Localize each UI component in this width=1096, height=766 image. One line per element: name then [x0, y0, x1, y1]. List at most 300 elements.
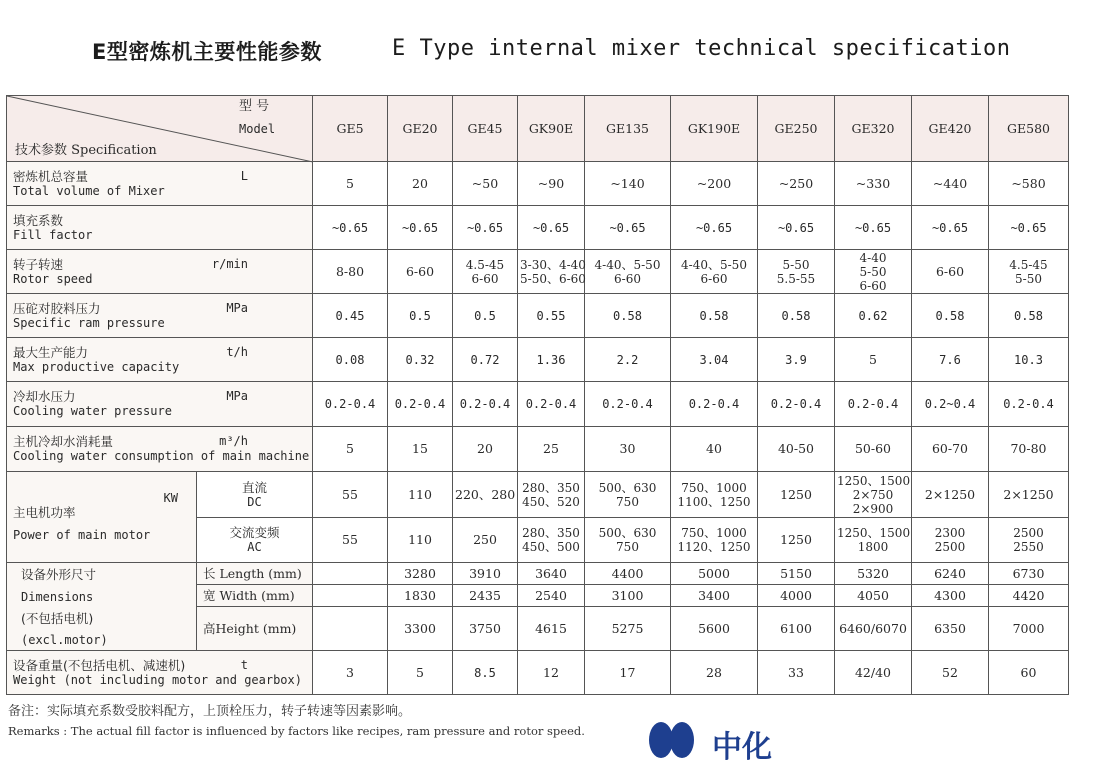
weight-unit: t	[240, 657, 248, 672]
max-capacity-label-cn: 最大生产能力	[13, 344, 89, 360]
fill-factor-value-line: ~0.65	[777, 220, 815, 235]
dim-length-value-line: 5320	[857, 565, 889, 581]
ram-pressure-value	[989, 294, 1069, 338]
ram-pressure-value	[758, 294, 835, 338]
dim-width-value	[313, 585, 388, 607]
total-volume-value-line: ~200	[696, 175, 732, 191]
model-header-cell: GE135	[585, 96, 671, 162]
rotor-speed-value-line: 6-60	[405, 263, 435, 279]
max-capacity-value-line: 0.72	[470, 352, 500, 367]
dim-height-value-line: 6100	[780, 620, 812, 636]
weight-value-line: 17	[619, 664, 636, 680]
rotor-speed-label-en: Rotor speed	[13, 271, 93, 286]
weight-value	[758, 651, 835, 695]
motor-ac-value-line: 1120、1250	[677, 540, 751, 554]
total-volume-row	[7, 162, 1069, 206]
motor-ac-value-line: 280、350	[522, 526, 580, 540]
cooling-water-consumption-label-cn: 主机冷却水消耗量	[13, 434, 114, 449]
weight-value	[835, 651, 912, 695]
motor-dc-value	[912, 472, 989, 518]
model-header-cell: GE320	[835, 96, 912, 162]
dim-width-value-line: 2435	[469, 587, 501, 603]
max-capacity-value	[912, 338, 989, 382]
max-capacity-row	[7, 338, 1069, 382]
total-volume-value	[758, 162, 835, 206]
total-volume-value	[671, 162, 758, 206]
dim-height-value	[313, 607, 388, 651]
cooling-water-pressure-label-en: Cooling water pressure	[13, 404, 172, 418]
model-cn-label: 型 号	[239, 99, 270, 114]
dim-length-value	[453, 563, 518, 585]
total-volume-value	[388, 162, 453, 206]
rotor-speed-value-line: 6-60	[614, 271, 641, 286]
dim-height-value-line: 6460/6070	[839, 620, 907, 636]
fill-factor-value	[671, 206, 758, 250]
dimensions-note-en: (excl.motor)	[21, 632, 108, 647]
fill-factor-row	[7, 206, 1069, 250]
dim-width-value	[989, 585, 1069, 607]
weight-value	[453, 651, 518, 695]
cooling-water-consumption-value-line: 25	[543, 441, 559, 456]
dim-height-value	[518, 607, 585, 651]
cooling-water-pressure-label-top	[13, 389, 308, 404]
motor-dc-value	[453, 472, 518, 518]
weight-value	[518, 651, 585, 695]
motor-dc-value-line: 2×750	[852, 487, 894, 502]
fill-factor-label-en: Fill factor	[13, 227, 93, 242]
spec-label: 技术参数 Specification	[15, 143, 157, 158]
cooling-water-consumption-label-cell	[7, 427, 313, 472]
dim-width-value-line: 4000	[780, 587, 812, 603]
motor-dc-value-line: 750、1000	[681, 480, 747, 495]
dim-width-value	[388, 585, 453, 607]
dim-length-value-line: 6730	[1012, 565, 1045, 581]
ram-pressure-value-line: 0.58	[699, 308, 729, 323]
dim-height-value	[989, 607, 1069, 651]
weight-value-line: 52	[942, 664, 958, 680]
motor-label-cell	[7, 472, 197, 563]
dim-width-value	[758, 585, 835, 607]
rotor-speed-value-line: 4-40	[859, 250, 887, 265]
model-header-cell: GK90E	[518, 96, 585, 162]
max-capacity-value-line: 0.32	[405, 352, 435, 367]
cooling-water-pressure-unit: MPa	[226, 389, 248, 403]
rotor-speed-value	[453, 250, 518, 294]
dim-width-value	[585, 585, 671, 607]
max-capacity-value-line: 3.9	[785, 352, 807, 367]
motor-dc-value	[518, 472, 585, 518]
motor-ac-label-cell	[197, 518, 313, 563]
motor-dc-value	[989, 472, 1069, 518]
cooling-water-pressure-value-line: 0.2~0.4	[924, 397, 976, 411]
dim-width-value	[671, 585, 758, 607]
cooling-water-pressure-label-cell	[7, 382, 313, 427]
motor-ac-value	[518, 518, 585, 563]
cooling-water-consumption-unit: m³/h	[219, 434, 248, 448]
cooling-water-consumption-value	[388, 427, 453, 472]
dim-height-value	[453, 607, 518, 651]
ram-pressure-value	[388, 294, 453, 338]
rotor-speed-value-line: 6-60	[859, 278, 887, 293]
motor-ac-value	[313, 518, 388, 563]
ram-pressure-unit: MPa	[226, 300, 248, 315]
ram-pressure-label-top	[13, 301, 308, 316]
cooling-water-consumption-value-line: 40	[706, 441, 722, 456]
cooling-water-pressure-value	[912, 382, 989, 427]
ram-pressure-value-line: 0.62	[858, 308, 888, 323]
ram-pressure-value	[585, 294, 671, 338]
header-corner-cell	[7, 96, 313, 162]
model-header-cell: GE5	[313, 96, 388, 162]
cooling-water-consumption-value	[453, 427, 518, 472]
total-volume-value-line: 5	[346, 175, 354, 191]
total-volume-value	[989, 162, 1069, 206]
dim-width-value-line: 4300	[934, 587, 966, 603]
ram-pressure-value	[835, 294, 912, 338]
max-capacity-value	[835, 338, 912, 382]
max-capacity-value-line: 0.08	[335, 352, 365, 367]
motor-ac-value-line: 750、1000	[681, 526, 747, 540]
rotor-speed-value-line: 5-50	[1015, 271, 1042, 286]
ram-pressure-value-line: 0.58	[1014, 308, 1043, 323]
max-capacity-value-line: 1.36	[536, 352, 566, 367]
dim-height-value-line: 6350	[934, 620, 966, 636]
motor-dc-value-line: 2×1250	[924, 486, 976, 502]
logo-text: 中化	[712, 730, 772, 765]
dim-height-value	[758, 607, 835, 651]
motor-dc-value-line: 1250、1500	[837, 473, 911, 488]
rotor-speed-value-line: 5-50	[782, 257, 810, 272]
dim-height-value	[671, 607, 758, 651]
weight-value	[585, 651, 671, 695]
dim-length-value	[671, 563, 758, 585]
dim-height-value	[912, 607, 989, 651]
cooling-water-consumption-value	[585, 427, 671, 472]
motor-ac-value	[912, 518, 989, 563]
motor-ac-value-line: 500、630	[598, 526, 657, 540]
weight-label-cell	[7, 651, 313, 695]
rotor-speed-value-line: 6-60	[935, 263, 965, 279]
dim-height-value-line: 5600	[698, 620, 730, 636]
dim-height-value-line: 4615	[535, 620, 567, 636]
fill-factor-value	[388, 206, 453, 250]
weight-value-line: 8.5	[474, 665, 496, 680]
cooling-water-pressure-value-line: 0.2-0.4	[459, 397, 511, 411]
dim-length-value-line: 3640	[535, 565, 567, 581]
dim-length-value	[388, 563, 453, 585]
rotor-speed-value	[585, 250, 671, 294]
rotor-speed-value	[388, 250, 453, 294]
ram-pressure-value-line: 0.45	[335, 308, 365, 323]
rotor-speed-value-line: 5.5-55	[776, 271, 816, 286]
fill-factor-value	[453, 206, 518, 250]
weight-value	[313, 651, 388, 695]
rotor-speed-unit: r/min	[211, 256, 248, 271]
dim-length-value-line: 5000	[698, 565, 730, 581]
motor-ac-value-line: 1250	[780, 532, 812, 547]
total-volume-value-line: ~330	[855, 175, 891, 191]
motor-dc-value	[313, 472, 388, 518]
dim-length-value-line: 3280	[404, 565, 436, 581]
cooling-water-consumption-value-line: 15	[412, 441, 428, 456]
weight-label-cn: 设备重量(不包括电机、减速机)	[13, 657, 186, 673]
motor-dc-value	[388, 472, 453, 518]
total-volume-value	[912, 162, 989, 206]
weight-value-line: 5	[416, 664, 424, 680]
max-capacity-value	[518, 338, 585, 382]
rotor-speed-value	[835, 250, 912, 294]
weight-value-line: 12	[543, 664, 559, 680]
rotor-speed-value-line: 8-80	[335, 263, 365, 279]
max-capacity-value	[585, 338, 671, 382]
cooling-water-pressure-value	[671, 382, 758, 427]
motor-dc-value-line: 450、520	[522, 494, 580, 509]
weight-value	[671, 651, 758, 695]
motor-ac-value-line: 2550	[1013, 540, 1044, 554]
motor-unit: KW	[163, 491, 178, 505]
dimensions-label-cell	[7, 563, 197, 651]
dc-label-cn: 直流	[241, 479, 267, 495]
cooling-water-consumption-value	[518, 427, 585, 472]
ram-pressure-value-line: 0.58	[935, 308, 965, 323]
dim-length-value	[912, 563, 989, 585]
motor-ac-value-line: 450、500	[522, 540, 580, 554]
total-volume-value	[313, 162, 388, 206]
dim-length-value	[313, 563, 388, 585]
rotor-speed-value	[912, 250, 989, 294]
ram-pressure-value-line: 0.58	[781, 308, 811, 323]
title-cn: E型密炼机主要性能参数	[92, 40, 322, 64]
dim-length-value-line: 3910	[469, 565, 501, 581]
cooling-water-consumption-label-en: Cooling water consumption of main machine	[13, 449, 310, 463]
total-volume-value-line: 20	[412, 175, 428, 191]
cooling-water-consumption-value	[671, 427, 758, 472]
fill-factor-label-top	[13, 213, 308, 228]
motor-dc-value-line: 750	[616, 494, 639, 509]
motor-dc-value-line: 500、630	[598, 480, 657, 495]
rotor-speed-value-line: 6-60	[471, 271, 499, 286]
fill-factor-value	[835, 206, 912, 250]
dim-width-value-line: 2540	[535, 587, 567, 603]
cooling-water-pressure-value	[989, 382, 1069, 427]
weight-label-top	[13, 658, 308, 673]
total-volume-value	[585, 162, 671, 206]
dimensions-label-cn: 设备外形尺寸	[21, 566, 97, 582]
cooling-water-consumption-value-line: 20	[477, 441, 493, 456]
model-header-cell: GE250	[758, 96, 835, 162]
dim-length-value	[835, 563, 912, 585]
fill-factor-label-cell	[7, 206, 313, 250]
max-capacity-label-top	[13, 345, 308, 360]
motor-dc-value	[758, 472, 835, 518]
rotor-speed-value-line: 3-30、4-40	[520, 257, 586, 272]
spec-table	[6, 95, 1069, 695]
length-label: 长 Length (mm)	[197, 563, 313, 585]
dim-width-value-line: 4050	[857, 587, 889, 603]
weight-value-line: 28	[706, 664, 722, 680]
cooling-water-consumption-value	[912, 427, 989, 472]
rotor-speed-value-line: 5-50	[859, 264, 887, 279]
motor-ac-value	[758, 518, 835, 563]
dim-length-value	[518, 563, 585, 585]
remark-en: Remarks : The actual fill factor is influenced by factors like recipes, ram pressure and rotor speed.	[8, 724, 585, 738]
cooling-water-pressure-value	[313, 382, 388, 427]
weight-value-line: 42/40	[854, 664, 892, 680]
fill-factor-value-line: ~0.65	[1010, 220, 1047, 235]
total-volume-value	[453, 162, 518, 206]
max-capacity-value	[388, 338, 453, 382]
cooling-water-pressure-row	[7, 382, 1069, 427]
dim-length-value	[758, 563, 835, 585]
dim-length-value	[989, 563, 1069, 585]
dim-height-value-line: 5275	[611, 620, 644, 636]
motor-label-cn: 主电机功率	[13, 505, 76, 520]
weight-row	[7, 651, 1069, 695]
ram-pressure-value-line: 0.58	[613, 308, 642, 323]
model-header-cell: GK190E	[671, 96, 758, 162]
remark-cn: 备注：实际填充系数受胶料配方，上顶栓压力，转子转速等因素影响。	[8, 704, 412, 719]
motor-dc-value-line: 2×900	[852, 501, 894, 516]
max-capacity-value	[671, 338, 758, 382]
model-header-cell: GE20	[388, 96, 453, 162]
cooling-water-pressure-value-line: 0.2-0.4	[525, 397, 577, 411]
max-capacity-value	[758, 338, 835, 382]
cooling-water-pressure-value	[453, 382, 518, 427]
motor-ac-value	[585, 518, 671, 563]
dim-width-value-line: 3100	[611, 587, 644, 603]
rotor-speed-value-line: 4-40、5-50	[681, 257, 747, 272]
rotor-speed-value	[313, 250, 388, 294]
fill-factor-value-line: ~0.65	[331, 220, 369, 235]
height-label: 高Height (mm)	[197, 607, 313, 651]
dc-label-en: DC	[247, 494, 262, 509]
total-volume-value-line: ~580	[1011, 175, 1046, 191]
fill-factor-value	[585, 206, 671, 250]
motor-ac-value-line: 750	[616, 540, 639, 554]
cooling-water-consumption-value-line: 50-60	[854, 441, 892, 456]
cooling-water-pressure-value-line: 0.2-0.4	[847, 397, 899, 411]
model-header-cell: GE420	[912, 96, 989, 162]
dimensions-label-en: Dimensions	[21, 589, 94, 604]
rotor-speed-value-line: 6-60	[700, 271, 728, 286]
cooling-water-pressure-value-line: 0.2-0.4	[394, 397, 446, 411]
motor-ac-value-line: 2500	[1013, 526, 1044, 540]
max-capacity-unit: t/h	[226, 344, 248, 359]
cooling-water-consumption-row	[7, 427, 1069, 472]
cooling-water-consumption-value-line: 5	[346, 441, 354, 456]
rotor-speed-value	[758, 250, 835, 294]
dimensions-note-cn: (不包括电机)	[21, 610, 94, 626]
fill-factor-value-line: ~0.65	[466, 220, 504, 235]
ram-pressure-value	[313, 294, 388, 338]
motor-dc-value	[671, 472, 758, 518]
ram-pressure-value	[912, 294, 989, 338]
rotor-speed-value-line: 5-50、6-60	[520, 271, 586, 286]
max-capacity-value-line: 2.2	[616, 352, 639, 367]
cooling-water-consumption-value-line: 70-80	[1010, 441, 1047, 456]
cooling-water-pressure-value-line: 0.2-0.4	[324, 397, 376, 411]
motor-ac-value-line: 2300	[934, 526, 966, 540]
cooling-water-consumption-label-top	[13, 434, 308, 449]
motor-ac-value-line: 250	[473, 532, 497, 547]
fill-factor-unit	[248, 213, 308, 228]
rotor-speed-value-line: 4.5-45	[465, 257, 505, 272]
ac-label-en: AC	[247, 540, 262, 554]
cooling-water-pressure-label-cn: 冷却水压力	[13, 389, 76, 404]
ram-pressure-label-en: Specific ram pressure	[13, 315, 165, 330]
max-capacity-value-line: 3.04	[699, 352, 729, 367]
dim-width-value-line: 4420	[1012, 587, 1045, 603]
rotor-speed-value	[518, 250, 585, 294]
cooling-water-consumption-value	[758, 427, 835, 472]
cooling-water-pressure-value	[518, 382, 585, 427]
total-volume-label-top	[13, 169, 308, 184]
cooling-water-consumption-value	[835, 427, 912, 472]
motor-dc-value-line: 220、280	[455, 486, 516, 502]
total-volume-value	[518, 162, 585, 206]
ram-pressure-value	[671, 294, 758, 338]
rotor-speed-label-cell	[7, 250, 313, 294]
ram-pressure-row	[7, 294, 1069, 338]
max-capacity-value	[453, 338, 518, 382]
dim-height-value	[835, 607, 912, 651]
fill-factor-value-line: ~0.65	[695, 220, 733, 235]
motor-dc-value-line: 110	[408, 486, 432, 502]
cooling-water-consumption-value-line: 60-70	[931, 441, 969, 456]
total-volume-value-line: ~140	[610, 175, 645, 191]
motor-ac-value-line: 55	[342, 532, 358, 547]
fill-factor-value	[912, 206, 989, 250]
max-capacity-value-line: 5	[869, 351, 877, 367]
weight-value-line: 33	[788, 664, 804, 680]
max-capacity-label-cell	[7, 338, 313, 382]
model-en-label: Model	[239, 122, 276, 136]
ram-pressure-value	[518, 294, 585, 338]
fill-factor-value-line: ~0.65	[609, 220, 646, 235]
ram-pressure-value	[453, 294, 518, 338]
fill-factor-value	[758, 206, 835, 250]
fill-factor-value	[989, 206, 1069, 250]
fill-factor-value-line: ~0.65	[532, 220, 570, 235]
model-header-cell: GE45	[453, 96, 518, 162]
motor-dc-value-line: 280、350	[522, 480, 580, 495]
total-volume-value-line: ~90	[537, 175, 565, 191]
dim-length-value-line: 4400	[611, 565, 644, 581]
rotor-speed-label-top	[13, 257, 308, 272]
motor-ac-value	[453, 518, 518, 563]
total-volume-value	[835, 162, 912, 206]
ram-pressure-value-line: 0.5	[474, 308, 496, 323]
cooling-water-consumption-value	[989, 427, 1069, 472]
weight-label-en: Weight (not including motor and gearbox)	[13, 672, 302, 687]
weight-value	[989, 651, 1069, 695]
company-logo	[648, 720, 848, 765]
company-logo-icon	[648, 720, 696, 760]
title-en: E Type internal mixer technical specification	[392, 36, 1011, 61]
total-volume-label-en: Total volume of Mixer	[13, 183, 165, 198]
dim-length-value-line: 6240	[934, 565, 966, 581]
max-capacity-value-line: 7.6	[939, 352, 961, 367]
motor-dc-value-line: 55	[342, 486, 358, 502]
dim-width-value-line: 3400	[698, 587, 730, 603]
dim-length-value	[585, 563, 671, 585]
dim-width-value	[518, 585, 585, 607]
total-volume-unit: L	[240, 168, 248, 183]
rotor-speed-value-line: 4-40、5-50	[594, 257, 661, 272]
fill-factor-value-line: ~0.65	[401, 220, 439, 235]
weight-value-line: 60	[1020, 664, 1037, 680]
cooling-water-consumption-value	[313, 427, 388, 472]
